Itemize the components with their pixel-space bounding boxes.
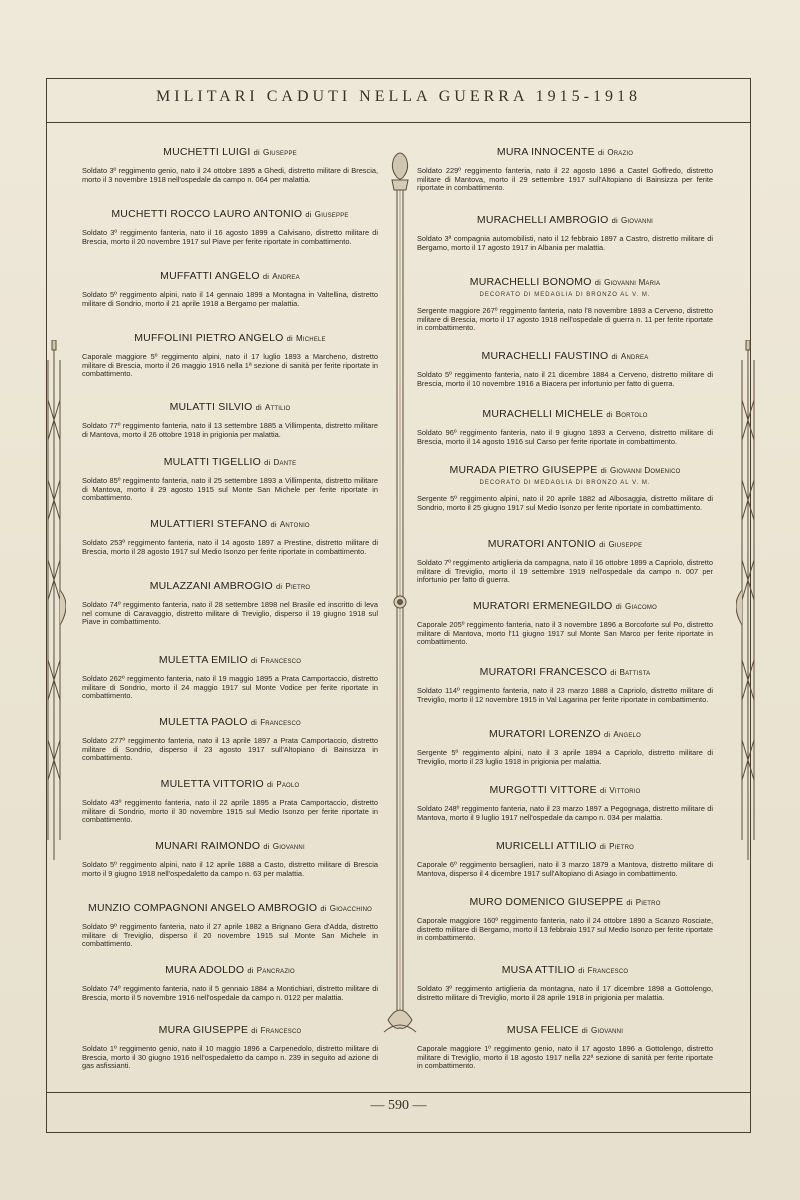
soldier-name [415,276,715,288]
surname-given-name: MURATORI ERMENEGILDO [472,600,613,612]
di-particle: di [611,216,618,225]
obituary-entry [415,728,715,766]
soldier-name [80,840,380,852]
father-name: Antonio [279,520,310,529]
father-name: Orazio [607,148,634,157]
service-record: Soldato 5º reggimento alpini, nato il 12 aprile 1888 a Casto, distretto militare di Brescia morto il 9 giugno 1918 nell'ospedaletto da campo n. 63 per malattia. [82,860,378,878]
surname-given-name: MUFFATTI ANGELO [160,270,260,282]
surname-given-name: MULAZZANI AMBROGIO [149,580,273,592]
page-title: MILITARI CADUTI NELLA GUERRA 1915-1918 [156,88,641,105]
obituary-entry [415,964,715,1002]
soldier-name [80,778,380,790]
father-name: Pietro [285,582,311,591]
header-rule [47,122,750,123]
surname-given-name: MURATORI ANTONIO [487,538,596,550]
soldier-name [415,728,715,740]
surname-given-name: MURACHELLI AMBROGIO [476,214,609,226]
di-particle: di [611,352,618,361]
father-name: Pietro [609,842,635,851]
medal-note: DECORATO DI MEDAGLIA DI BRONZO AL V. M. [479,480,651,486]
father-name: Giovanni [621,216,654,225]
surname-given-name: MURACHELLI BONOMO [469,276,592,288]
surname-given-name: MULETTA VITTORIO [160,778,264,790]
obituary-entry [415,408,715,446]
father-name: Giovanni Maria [604,278,661,287]
surname-given-name: MUCHETTI LUIGI [163,146,251,158]
soldier-name [415,840,715,852]
father-name: Andrea [272,272,300,281]
soldier-name [80,208,380,220]
di-particle: di [626,898,633,907]
di-particle: di [263,842,270,851]
service-record: Soldato 5º reggimento fanteria, nato il 21 dicembre 1884 a Cerveno, distretto militare di Brescia, morto il 10 novembre 1916 a Biacera per infortunio per fatto di guerra. [417,370,713,388]
soldier-name [415,600,715,612]
surname-given-name: MURGOTTI VITTORE [489,784,597,796]
surname-given-name: MUNARI RAIMONDO [155,840,261,852]
soldier-name [415,896,715,908]
obituary-entry [80,208,380,246]
obituary-entry [80,840,380,878]
service-record: Caporale maggiore 5º reggimento alpini, nato il 17 luglio 1893 a Marcheno, distretto militare di Brescia, morto il 26 maggio 1916 nella 1ª sezione di sanità per ferite riportate in combattimento. [82,352,378,379]
father-name: Francesco [260,1026,302,1035]
obituary-entry [415,666,715,704]
soldier-name [80,580,380,592]
service-record: Soldato 248º reggimento fanteria, nato il 23 marzo 1897 a Pegognaga, distretto militare di Mantova, morto il 9 luglio 1917 nell'ospedale da campo n. 034 per malattia. [417,804,713,822]
obituary-entry [80,401,380,439]
father-name: Gioacchino [329,904,372,913]
father-name: Angelo [613,730,641,739]
service-record: Soldato 74º reggimento fanteria, nato il 28 settembre 1898 nel Brasile ed inscritto di leva nel comune di Caravaggio, distretto militare di Treviglio, disperso il 19 giugno 1918 sul Piave in combattimento. [82,600,378,627]
di-particle: di [615,602,622,611]
service-record: Caporale 6º reggimento bersaglieri, nato il 3 marzo 1879 a Mantova, distretto militare di Mantova, disperso il 4 dicembre 1917 sull'Altopiano di Asiago in combattimento. [417,860,713,878]
surname-given-name: MURICELLI ATTILIO [495,840,597,852]
obituary-entry [415,464,715,512]
obituary-entry [415,538,715,585]
obituary-entry [80,716,380,763]
di-particle: di [255,403,262,412]
di-particle: di [600,466,607,475]
soldier-name [80,456,380,468]
father-name: Michele [296,334,326,343]
father-name: Giuseppe [608,540,643,549]
service-record: Sergente 5º reggimento alpini, nato il 20 aprile 1882 ad Albosaggia, distretto militare di Sondrio, morto il 25 giugno 1917 sul Medio Isonzo per ferite riportate in combattimento. [417,494,713,512]
di-particle: di [266,780,274,789]
obituary-entry [415,276,715,333]
surname-given-name: MUSA ATTILIO [501,964,576,976]
obituary-entry [415,1024,715,1071]
father-name: Giovanni [272,842,305,851]
di-particle: di [600,786,607,795]
di-particle: di [286,334,293,343]
father-name: Giovanni [591,1026,624,1035]
soldier-name [415,964,715,976]
surname-given-name: MUCHETTI ROCCO LAURO ANTONIO [111,208,303,220]
surname-given-name: MULETTA PAOLO [159,716,248,728]
di-particle: di [578,966,585,975]
service-record: Soldato 77º reggimento fanteria, nato il 13 settembre 1885 a Villimpenta, distretto militare di Mantova, morto il 26 ottobre 1918 in prigionia per malattia. [82,421,378,439]
service-record: Soldato 74º reggimento fanteria, nato il 5 gennaio 1884 a Montichiari, distretto militare di Brescia, morto il 5 novembre 1916 nell'ospedale da campo n. 0122 per malattia. [82,984,378,1002]
obituary-entry [80,518,380,556]
obituary-entry [80,964,380,1002]
di-particle: di [599,540,606,549]
father-name: Andrea [620,352,649,361]
obituary-entry [80,778,380,825]
obituary-entry [80,580,380,627]
service-record: Soldato 3º reggimento fanteria, nato il 16 agosto 1899 a Calvisano, distretto militare di Brescia, morto il 20 novembre 1917 sul Piave per ferite riportate in combattimento. [82,228,378,246]
soldier-name [415,146,715,158]
soldier-name [415,464,715,476]
soldier-name [80,1024,380,1036]
surname-given-name: MUNZIO COMPAGNONI ANGELO AMBROGIO [88,902,318,914]
di-particle: di [610,668,617,677]
service-record: Soldato 9º reggimento fanteria, nato il 27 aprile 1882 a Brignano Gera d'Adda, distretto militare di Treviglio, disperso il 20 novembre 1915 sul Monte San Michele in combattimento. [82,922,378,949]
surname-given-name: MUSA FELICE [506,1024,579,1036]
soldier-name [415,408,715,420]
di-particle: di [251,656,258,665]
obituary-entry [80,332,380,379]
di-particle: di [604,730,611,739]
obituary-entry [415,214,715,252]
footer-rule [47,1092,750,1093]
service-record: Soldato 277º reggimento fanteria, nato il 13 aprile 1897 a Prata Camportaccio, distretto militare di Sondrio, disperso il 23 agosto 1917 sull'Altopiano di Bainsizza in combattimento. [82,736,378,763]
service-record: Soldato 3º reggimento artiglieria da montagna, nato il 17 dicembre 1898 a Gottolengo, distretto militare di Treviglio, morto il 28 aprile 1918 in prigionia per malattia. [417,984,713,1002]
surname-given-name: MURA INNOCENTE [496,146,595,158]
di-particle: di [599,842,607,851]
father-name: Vittorio [609,786,641,795]
soldier-name [80,332,380,344]
obituary-entry [80,902,380,949]
surname-given-name: MUFFOLINI PIETRO ANGELO [134,332,284,344]
obituary-entry [415,146,715,193]
service-record: Soldato 5º reggimento alpini, nato il 14 gennaio 1899 a Montagna in Valtellina, distretto militare di Sondrio, morto il 21 aprile 1918 a Bergamo per malattia. [82,290,378,308]
service-record: Soldato 253º reggimento fanteria, nato il 14 agosto 1897 a Prestine, distretto militare di Brescia, morto il 28 agosto 1917 sul Medio Isonzo per ferite riportate in combattimento. [82,538,378,556]
torch-column-ornament [380,150,420,1050]
service-record: Soldato 43º reggimento fanteria, nato il 22 aprile 1895 a Prata Camportaccio, distretto militare di Sondrio, morto il 30 novembre 1915 sul Medio Isonzo per ferite riportate in combattimento. [82,798,378,825]
di-particle: di [262,272,270,281]
di-particle: di [276,582,283,591]
di-particle: di [253,148,260,157]
soldier-name [415,214,715,226]
fasces-right-ornament [736,340,760,860]
service-record: Soldato 1º reggimento genio, nato il 10 maggio 1896 a Carpenedolo, distretto militare di Brescia, morto il 30 giugno 1916 nell'ospedaletto da campo n. 239 in seguito ad azione di gas asfissianti. [82,1044,378,1071]
obituary-entry [80,1024,380,1071]
obituary-entry [415,896,715,943]
soldier-name [80,146,380,158]
soldier-name [80,270,380,282]
service-record: Soldato 85º reggimento fanteria, nato il 25 settembre 1893 a Villimpenta, distretto militare di Mantova, morto il 29 agosto 1915 sul Monte San Michele per ferite riportate in combattimento. [82,476,378,503]
service-record: Soldato 3ª compagnia automobilisti, nato il 12 febbraio 1897 a Castro, distretto militare di Bergamo, morto il 17 agosto 1917 in Albania per malattia. [417,234,713,252]
di-particle: di [320,904,327,913]
soldier-name [80,401,380,413]
surname-given-name: MULATTI TIGELLIO [163,456,262,468]
father-name: Pancrazio [256,966,295,975]
service-record: Soldato 7º reggimento artiglieria da campagna, nato il 16 ottobre 1899 a Capriolo, distretto militare di Treviglio, morto il 19 settembre 1919 nell'ospedale da campo n. 007 per infortunio per fatto di guerra. [417,558,713,585]
obituary-entry [80,146,380,184]
soldier-name [80,716,380,728]
surname-given-name: MURA ADOLDO [165,964,245,976]
di-particle: di [251,1026,258,1035]
di-particle: di [264,458,271,467]
page-number: — 590 — [370,1098,427,1113]
obituary-entry [80,270,380,308]
father-name: Francesco [260,656,302,665]
father-name: Giuseppe [314,210,349,219]
fasces-left-ornament [42,340,66,860]
soldier-name [80,654,380,666]
father-name: Francesco [260,718,301,727]
service-record: Caporale 205º reggimento fanteria, nato il 3 novembre 1896 a Borcoforte sul Po, distretto militare di Mantova, morto l'11 giugno 1917 sul Monte San Marco per ferite riportate in combattimento. [417,620,713,647]
soldier-name [80,964,380,976]
service-record: Soldato 3º reggimento genio, nato il 24 ottobre 1895 a Ghedi, distretto militare di Brescia, morto il 3 novembre 1918 nell'ospedale da campo n. 064 per malattia. [82,166,378,184]
surname-given-name: MURATORI LORENZO [489,728,601,740]
di-particle: di [606,410,613,419]
soldier-name [80,902,380,914]
obituary-entry [80,456,380,503]
di-particle: di [597,148,605,157]
obituary-entry [415,840,715,878]
father-name: Giovanni Domenico [609,466,681,475]
surname-given-name: MURATORI FRANCESCO [479,666,608,678]
soldier-name [415,538,715,550]
obituary-entry [415,600,715,647]
surname-given-name: MULATTIERI STEFANO [150,518,268,530]
di-particle: di [247,966,254,975]
surname-given-name: MURACHELLI MICHELE [482,408,604,420]
di-particle: di [581,1026,588,1035]
di-particle: di [305,210,312,219]
father-name: Battista [619,668,651,677]
surname-given-name: MULETTA EMILIO [158,654,248,666]
soldier-name [415,666,715,678]
surname-given-name: MURACHELLI FAUSTINO [481,350,609,362]
soldier-name [80,518,380,530]
obituary-entry [80,654,380,701]
service-record: Soldato 114º reggimento fanteria, nato il 23 marzo 1888 a Capriolo, distretto militare di Treviglio, morto il 12 novembre 1915 in Val Lagarina per ferite riportate in combattimento. [417,686,713,704]
surname-given-name: MURO DOMENICO GIUSEPPE [469,896,624,908]
service-record: Caporale maggiore 1º reggimento genio, nato il 17 agosto 1896 a Gottolengo, distretto militare di Treviglio, morto il 18 agosto 1917 nella 22ª sezione di sanità per ferite riportate in combattimento. [417,1044,713,1071]
medal-note: DECORATO DI MEDAGLIA DI BRONZO AL V. M. [479,292,651,298]
soldier-name [415,784,715,796]
di-particle: di [250,718,258,727]
service-record: Caporale maggiore 160º reggimento fanteria, nato il 24 ottobre 1890 a Scanzo Rosciate, distretto militare di Bergamo, morto il 13 febbraio 1917 sul Medio Isonzo per ferite riportate in combattimento. [417,916,713,943]
father-name: Giuseppe [263,148,297,157]
service-record: Soldato 262º reggimento fanteria, nato il 19 maggio 1895 a Prata Camportaccio, distretto militare di Sondrio, morto il 24 maggio 1917 sul Monte Vodice per ferite riportate in combattimento. [82,674,378,701]
surname-given-name: MURA GIUSEPPE [158,1024,249,1036]
soldier-name [415,1024,715,1036]
di-particle: di [594,278,601,287]
service-record: Sergente maggiore 267º reggimento fanteria, nato l'8 novembre 1893 a Cerveno, distretto militare di Brescia, morto il 17 agosto 1918 nell'ospedale di guerra n. 11 per ferite riportate in combattimento. [417,306,713,333]
di-particle: di [270,520,277,529]
surname-given-name: MULATTI SILVIO [169,401,253,413]
father-name: Pietro [635,898,661,907]
father-name: Attilio [265,403,291,412]
service-record: Soldato 229º reggimento fanteria, nato il 22 agosto 1896 a Castel Goffredo, distretto militare di Mantova, morto il 29 settembre 1917 sull'Altopiano di Bainsizza per ferite riportate in combattimento. [417,166,713,193]
father-name: Paolo [276,780,300,789]
surname-given-name: MURADA PIETRO GIUSEPPE [449,464,598,476]
obituary-entry [415,350,715,388]
soldier-name [415,350,715,362]
father-name: Francesco [587,966,629,975]
service-record: Sergente 5º reggimento alpini, nato il 3 aprile 1894 a Capriolo, distretto militare di Treviglio, morto il 23 luglio 1918 in prigionia per malattia. [417,748,713,766]
father-name: Dante [273,458,297,467]
obituary-entry [415,784,715,822]
father-name: Giacomo [625,602,657,611]
father-name: Bortolo [615,410,648,419]
service-record: Soldato 96º reggimento fanteria, nato il 9 giugno 1893 a Cerveno, distretto militare di Brescia, morto il 14 agosto 1916 sul Carso per ferite riportate in combattimento. [417,428,713,446]
